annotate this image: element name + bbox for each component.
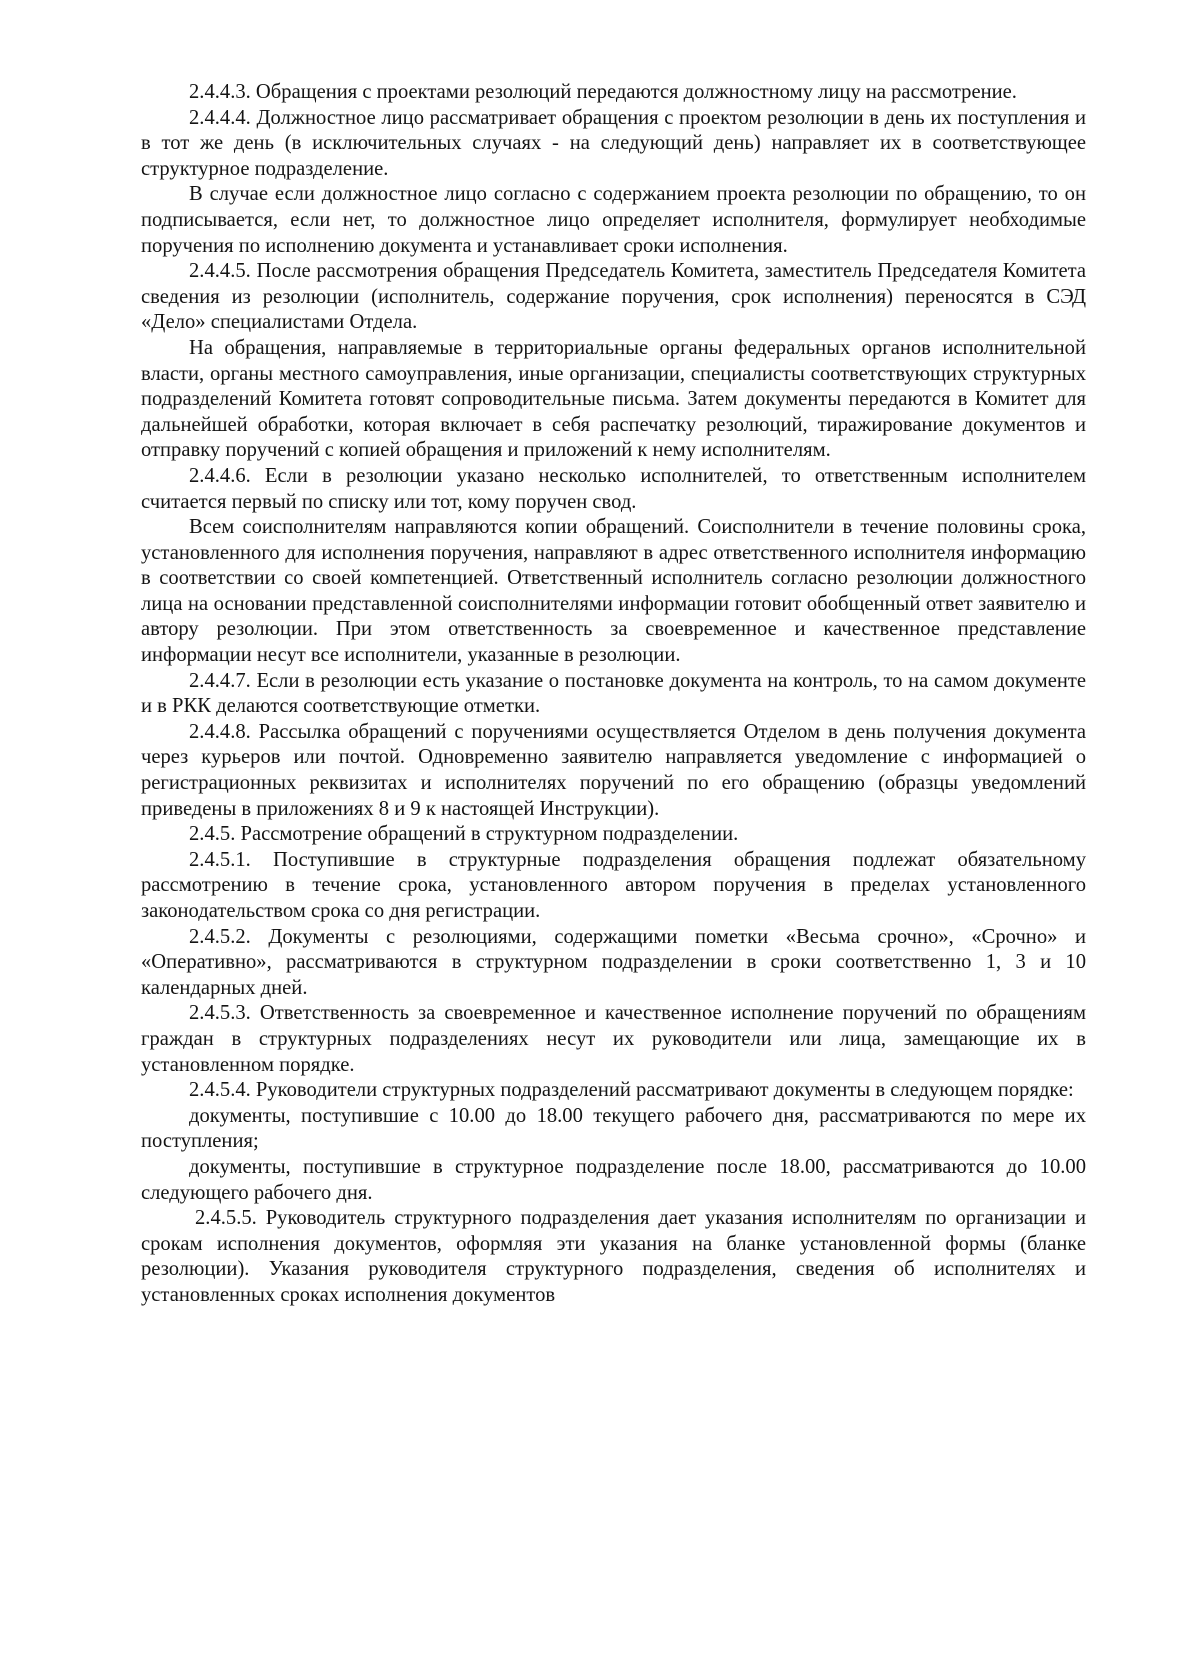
paragraph-co-executors: Всем соисполнителям направляются копии обращений. Соисполнители в течение половины срока, установленного для исполнения поручения, направляют в адрес ответственного исполнителя информацию в соответствии со своей компетенцией. Ответственный исполнитель согласно резолюции должностного лица на основании представленной соисполнителями информации готовит обобщенный ответ заявителю и автору резолюции. При этом ответственность за своевременное и качественное представление информации несут все исполнители, указанные в резолюции. xyxy=(141,516,1086,667)
paragraph-2-4-5-4: 2.4.5.4. Руководители структурных подразделений рассматривают документы в следующем порядке: xyxy=(189,1079,1074,1102)
paragraph-2-4-5-5: 2.4.5.5. Руководитель структурного подразделения дает указания исполнителям по организации и срокам исполнения документов, оформляя эти указания на бланке установленной формы (бланке резолюции). Указания руководителя структурного подразделения, сведения об исполнителях и установленных сроках исполнения документов xyxy=(141,1207,1086,1306)
paragraph-2-4-4-5: 2.4.4.5. После рассмотрения обращения Председатель Комитета, заместитель Председателя Комитета сведения из резолюции (исполнитель, содержание поручения, срок исполнения) переносятся в СЭД «Дело» специалистами Отдела. xyxy=(141,260,1086,334)
paragraph-2-4-4-6: 2.4.4.6. Если в резолюции указано несколько исполнителей, то ответственным исполнителем считается первый по списку или тот, кому поручен свод. xyxy=(141,464,1086,513)
paragraph-2-4-4-3: 2.4.4.3. Обращения с проектами резолюций передаются должностному лицу на рассмотрение. xyxy=(189,81,1017,103)
paragraph-cover-letters: На обращения, направляемые в территориальные органы федеральных органов исполнительной власти, органы местного самоуправления, иные организации, специалисты соответствующих структурных подразделений Комитета готовят сопроводительные письма. Затем документы передаются в Комитет для дальнейшей обработки, которая включает в себя распечатку резолюций, тиражирование документов и отправку поручений с копией обращения и приложений к нему исполнителям. xyxy=(141,336,1086,462)
paragraph-2-4-4-8: 2.4.4.8. Рассылка обращений с поручениями осуществляется Отделом в день получения документа через курьеров или почтой. Одновременно заявителю направляется уведомление с информацией о регистрационных реквизитах и исполнителях поручений по его обращению (образцы уведомлений приведены в приложениях 8 и 9 к настоящей Инструкции). xyxy=(141,720,1086,820)
paragraph-2-4-5-2: 2.4.5.2. Документы с резолюциями, содержащими пометки «Весьма срочно», «Срочно» и «Оперативно», рассматриваются в структурном подразделении в сроки соответственно 1, 3 и 10 календарных дней. xyxy=(141,925,1086,999)
paragraph-2-4-5-3: 2.4.5.3. Ответственность за своевременное и качественное исполнение поручений по обращениям граждан в структурных подразделениях несут их руководители или лица, замещающие их в установленном порядке. xyxy=(141,1002,1086,1076)
paragraph-2-4-4-7: 2.4.4.7. Если в резолюции есть указание о постановке документа на контроль, то на самом документе и в РКК делаются соответствующие отметки. xyxy=(141,669,1086,718)
paragraph-working-hours: документы, поступившие с 10.00 до 18.00 текущего рабочего дня, рассматриваются по мере их поступления; xyxy=(141,1104,1086,1153)
paragraph-2-4-5-1: 2.4.5.1. Поступившие в структурные подразделения обращения подлежат обязательному рассмотрению в течение срока, установленного автором поручения в пределах установленного законодательством срока со дня регистрации. xyxy=(141,848,1086,922)
paragraph-2-4-4-4: 2.4.4.4. Должностное лицо рассматривает обращения с проектом резолюции в день их поступления и в тот же день (в исключительных случаях - на следующий день) направляет их в соответствующее структурное подразделение. xyxy=(141,106,1086,180)
document-body xyxy=(141,80,1086,1309)
paragraph-agreement-case: В случае если должностное лицо согласно с содержанием проекта резолюции по обращению, то он подписывается, если нет, то должностное лицо определяет исполнителя, формулирует необходимые поручения по исполнению документа и устанавливает сроки исполнения. xyxy=(141,183,1086,257)
paragraph-2-4-5: 2.4.5. Рассмотрение обращений в структурном подразделении. xyxy=(189,823,739,846)
paragraph-after-hours: документы, поступившие в структурное подразделение после 18.00, рассматриваются до 10.00 следующего рабочего дня. xyxy=(141,1155,1086,1204)
